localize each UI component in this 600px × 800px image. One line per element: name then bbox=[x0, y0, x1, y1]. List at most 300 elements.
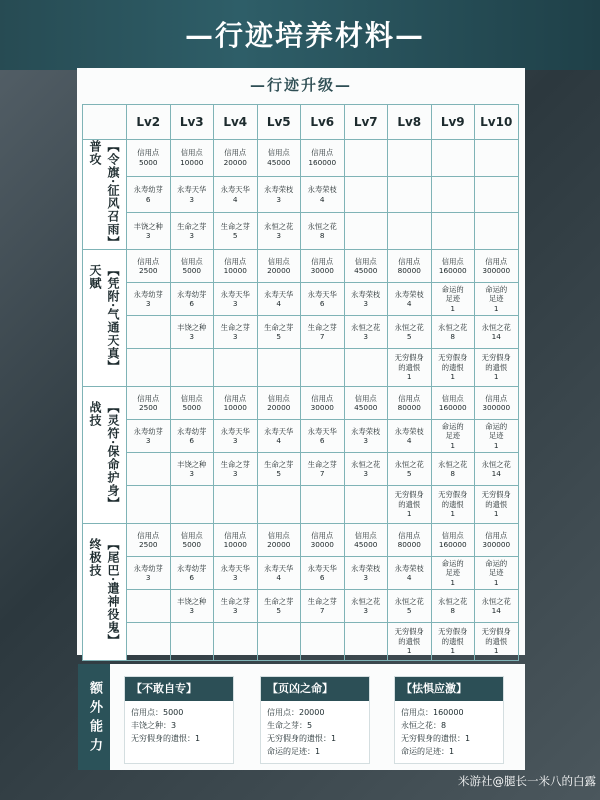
level-header: Lv7 bbox=[344, 105, 388, 140]
material-cell bbox=[431, 283, 475, 316]
material-text: 信用点 bbox=[354, 530, 377, 540]
extra-card-line: 信用点：20000 bbox=[267, 708, 325, 717]
table-row bbox=[83, 486, 519, 524]
material-text: 1 bbox=[406, 646, 412, 656]
material-cell bbox=[214, 486, 258, 524]
material-text: 3 bbox=[145, 436, 151, 446]
material-text: 1 bbox=[493, 577, 499, 587]
material-text: 永寿幼芽 bbox=[133, 185, 163, 195]
material-text: 信用点 bbox=[180, 256, 203, 266]
material-text: 14 bbox=[491, 469, 501, 479]
material-text: 永恒之花 bbox=[438, 596, 468, 606]
material-cell bbox=[344, 420, 388, 453]
material-cell bbox=[127, 453, 171, 486]
material-text: 信用点 bbox=[441, 530, 464, 540]
table-row bbox=[83, 316, 519, 349]
material-cell bbox=[127, 283, 171, 316]
level-header: Lv10 bbox=[475, 105, 519, 140]
material-text: 无穷假身 bbox=[438, 353, 468, 363]
material-cell bbox=[257, 387, 301, 420]
material-text: 6 bbox=[319, 299, 325, 309]
material-text: 5000 bbox=[182, 266, 202, 276]
material-text: 永寿幼芽 bbox=[177, 426, 207, 436]
table-row bbox=[83, 213, 519, 250]
material-cell bbox=[344, 387, 388, 420]
material-text: 5 bbox=[406, 332, 412, 342]
material-text: 1 bbox=[450, 646, 456, 656]
material-text: 永寿天华 bbox=[220, 289, 250, 299]
material-text: 3 bbox=[189, 332, 195, 342]
material-text: 信用点 bbox=[311, 256, 334, 266]
material-text: 4 bbox=[276, 299, 282, 309]
material-cell bbox=[170, 486, 214, 524]
material-text: 信用点 bbox=[267, 256, 290, 266]
material-text: 永恒之花 bbox=[394, 459, 424, 469]
material-text: 1 bbox=[450, 303, 456, 313]
material-text: 信用点 bbox=[485, 256, 508, 266]
material-text: 3 bbox=[363, 606, 369, 616]
material-text: 永恒之花 bbox=[307, 221, 337, 231]
material-text: 永寿幼芽 bbox=[133, 426, 163, 436]
material-text: 丰饶之种 bbox=[177, 322, 207, 332]
skill-name bbox=[83, 524, 127, 661]
material-cell bbox=[344, 486, 388, 524]
material-text: 3 bbox=[232, 606, 238, 616]
material-text: 永恒之花 bbox=[394, 596, 424, 606]
material-text: 生命之芽 bbox=[220, 459, 250, 469]
table-row bbox=[83, 283, 519, 316]
material-text: 信用点 bbox=[398, 530, 421, 540]
material-cell bbox=[344, 250, 388, 283]
material-text: 3 bbox=[189, 606, 195, 616]
material-cell bbox=[388, 453, 432, 486]
material-text: 生命之芽 bbox=[307, 596, 337, 606]
material-cell bbox=[127, 420, 171, 453]
material-text: 300000 bbox=[482, 266, 511, 276]
material-text: 足迹 bbox=[445, 431, 461, 441]
material-text: 30000 bbox=[310, 540, 334, 550]
material-text: 无穷假身 bbox=[438, 627, 468, 637]
table-row bbox=[83, 590, 519, 623]
material-text: 永寿天华 bbox=[220, 563, 250, 573]
material-text: 45000 bbox=[354, 540, 378, 550]
material-text: 3 bbox=[363, 436, 369, 446]
material-text: 足迹 bbox=[488, 294, 504, 304]
material-text: 7 bbox=[319, 332, 325, 342]
material-cell bbox=[214, 524, 258, 557]
material-cell bbox=[214, 316, 258, 349]
material-cell bbox=[257, 213, 301, 250]
material-cell bbox=[344, 213, 388, 250]
level-header: Lv4 bbox=[214, 105, 258, 140]
material-text: 80000 bbox=[397, 266, 421, 276]
material-cell bbox=[127, 623, 171, 661]
material-cell bbox=[170, 590, 214, 623]
material-text: 5000 bbox=[138, 157, 158, 167]
material-cell bbox=[431, 524, 475, 557]
material-cell bbox=[170, 453, 214, 486]
material-cell bbox=[257, 316, 301, 349]
material-text: 的遗恨 bbox=[441, 499, 464, 509]
material-text: 45000 bbox=[354, 266, 378, 276]
material-text: 5 bbox=[276, 469, 282, 479]
material-text: 信用点 bbox=[180, 530, 203, 540]
material-text: 160000 bbox=[438, 403, 467, 413]
material-cell bbox=[475, 316, 519, 349]
material-cell bbox=[475, 213, 519, 250]
material-text: 命运的 bbox=[485, 558, 508, 568]
material-cell bbox=[170, 524, 214, 557]
material-text: 永寿天华 bbox=[307, 563, 337, 573]
material-text: 的遗恨 bbox=[441, 636, 464, 646]
material-text: 丰饶之种 bbox=[133, 221, 163, 231]
material-cell bbox=[344, 349, 388, 387]
material-text: 3 bbox=[363, 332, 369, 342]
material-cell bbox=[301, 213, 345, 250]
level-header: Lv8 bbox=[388, 105, 432, 140]
level-header: Lv5 bbox=[257, 105, 301, 140]
material-text: 14 bbox=[491, 606, 501, 616]
material-cell bbox=[214, 453, 258, 486]
material-text: 160000 bbox=[438, 540, 467, 550]
table-corner bbox=[83, 105, 127, 140]
material-cell bbox=[431, 453, 475, 486]
material-text: 命运的 bbox=[441, 558, 464, 568]
material-text: 足迹 bbox=[445, 568, 461, 578]
material-text: 10000 bbox=[223, 266, 247, 276]
material-text: 8 bbox=[450, 469, 456, 479]
material-cell bbox=[475, 349, 519, 387]
level-header: Lv9 bbox=[431, 105, 475, 140]
material-text: 1 bbox=[450, 509, 456, 519]
material-cell bbox=[475, 453, 519, 486]
material-cell bbox=[257, 349, 301, 387]
skill-title: 【 令旗·征风召雨 】 bbox=[105, 140, 122, 249]
material-cell bbox=[388, 387, 432, 420]
material-text: 足迹 bbox=[488, 431, 504, 441]
material-cell bbox=[170, 316, 214, 349]
material-cell bbox=[475, 623, 519, 661]
material-cell bbox=[344, 316, 388, 349]
material-text: 永恒之花 bbox=[481, 322, 511, 332]
extra-card-line: 命运的足迹：1 bbox=[401, 747, 455, 756]
material-cell bbox=[475, 420, 519, 453]
material-cell bbox=[344, 140, 388, 177]
table-row bbox=[83, 349, 519, 387]
material-text: 5 bbox=[406, 469, 412, 479]
material-cell bbox=[301, 486, 345, 524]
material-text: 无穷假身 bbox=[481, 627, 511, 637]
material-cell bbox=[344, 283, 388, 316]
material-text: 的遗恨 bbox=[485, 636, 508, 646]
material-text: 无穷假身 bbox=[481, 353, 511, 363]
level-header: Lv2 bbox=[127, 105, 171, 140]
material-text: 30000 bbox=[310, 403, 334, 413]
material-text: 1 bbox=[493, 509, 499, 519]
material-text: 1 bbox=[493, 372, 499, 382]
material-text: 3 bbox=[189, 194, 195, 204]
material-text: 45000 bbox=[267, 157, 291, 167]
material-cell bbox=[170, 140, 214, 177]
material-cell bbox=[344, 557, 388, 590]
extra-ability-label: 额外能力 bbox=[78, 664, 110, 770]
material-text: 信用点 bbox=[398, 256, 421, 266]
material-cell bbox=[301, 283, 345, 316]
material-cell bbox=[257, 623, 301, 661]
material-text: 3 bbox=[232, 332, 238, 342]
material-text: 5 bbox=[232, 231, 238, 241]
material-text: 45000 bbox=[354, 403, 378, 413]
material-text: 3 bbox=[232, 299, 238, 309]
material-text: 80000 bbox=[397, 403, 421, 413]
material-cell bbox=[344, 524, 388, 557]
material-text: 信用点 bbox=[354, 256, 377, 266]
material-cell bbox=[214, 349, 258, 387]
material-cell bbox=[388, 590, 432, 623]
material-text: 信用点 bbox=[180, 148, 203, 158]
extra-card-line: 信用点：160000 bbox=[401, 708, 464, 717]
material-cell bbox=[344, 176, 388, 213]
material-text: 3 bbox=[232, 469, 238, 479]
material-cell bbox=[431, 420, 475, 453]
material-cell bbox=[301, 623, 345, 661]
material-text: 永寿幼芽 bbox=[177, 289, 207, 299]
material-text: 丰饶之种 bbox=[177, 459, 207, 469]
material-text: 8 bbox=[450, 332, 456, 342]
table-row bbox=[83, 557, 519, 590]
material-text: 命运的 bbox=[441, 421, 464, 431]
material-text: 3 bbox=[189, 469, 195, 479]
material-text: 命运的 bbox=[485, 421, 508, 431]
material-text: 永寿荣枝 bbox=[394, 426, 424, 436]
material-text: 的遗恨 bbox=[398, 636, 421, 646]
material-text: 信用点 bbox=[398, 393, 421, 403]
material-cell bbox=[475, 176, 519, 213]
material-cell bbox=[257, 486, 301, 524]
material-cell bbox=[170, 349, 214, 387]
table-row bbox=[83, 623, 519, 661]
extra-card-title: 【怯惧应激】 bbox=[395, 677, 503, 701]
material-text: 无穷假身 bbox=[394, 490, 424, 500]
material-text: 永寿荣枝 bbox=[351, 426, 381, 436]
material-cell bbox=[388, 250, 432, 283]
material-cell bbox=[475, 557, 519, 590]
material-text: 4 bbox=[319, 194, 325, 204]
material-cell bbox=[214, 590, 258, 623]
material-text: 10000 bbox=[223, 540, 247, 550]
material-cell bbox=[344, 623, 388, 661]
material-text: 生命之芽 bbox=[177, 221, 207, 231]
material-text: 永寿荣枝 bbox=[307, 185, 337, 195]
material-text: 20000 bbox=[267, 266, 291, 276]
material-cell bbox=[431, 557, 475, 590]
extra-card-1 bbox=[124, 676, 234, 764]
skill-title: 【 尾巴·遣神役鬼 】 bbox=[105, 538, 122, 647]
material-cell bbox=[214, 387, 258, 420]
material-text: 2500 bbox=[138, 403, 158, 413]
material-text: 3 bbox=[363, 573, 369, 583]
material-cell bbox=[170, 557, 214, 590]
material-text: 信用点 bbox=[267, 530, 290, 540]
material-text: 永恒之花 bbox=[438, 322, 468, 332]
material-cell bbox=[301, 349, 345, 387]
material-text: 生命之芽 bbox=[307, 459, 337, 469]
material-text: 信用点 bbox=[441, 256, 464, 266]
material-text: 永寿天华 bbox=[220, 185, 250, 195]
table-row bbox=[83, 453, 519, 486]
material-text: 永恒之花 bbox=[351, 459, 381, 469]
material-cell bbox=[388, 176, 432, 213]
skill-type: 终极技 bbox=[88, 537, 102, 577]
material-text: 5 bbox=[406, 606, 412, 616]
material-cell bbox=[388, 486, 432, 524]
material-text: 信用点 bbox=[354, 393, 377, 403]
material-text: 4 bbox=[276, 436, 282, 446]
material-text: 无穷假身 bbox=[481, 490, 511, 500]
skill-title: 【 灵符·保命护身 】 bbox=[105, 401, 122, 510]
material-cell bbox=[301, 524, 345, 557]
material-text: 5000 bbox=[182, 540, 202, 550]
material-text: 3 bbox=[276, 194, 282, 204]
material-text: 永寿天华 bbox=[177, 185, 207, 195]
material-cell bbox=[301, 387, 345, 420]
material-text: 永恒之花 bbox=[438, 459, 468, 469]
table-row bbox=[83, 176, 519, 213]
material-text: 命运的 bbox=[485, 284, 508, 294]
material-text: 3 bbox=[363, 299, 369, 309]
extra-card-line: 丰饶之种：3 bbox=[131, 721, 177, 730]
material-text: 永寿荣枝 bbox=[394, 289, 424, 299]
material-cell bbox=[214, 623, 258, 661]
material-text: 无穷假身 bbox=[394, 627, 424, 637]
material-text: 3 bbox=[232, 436, 238, 446]
material-text: 信用点 bbox=[311, 148, 334, 158]
material-text: 永寿幼芽 bbox=[133, 563, 163, 573]
material-text: 信用点 bbox=[267, 148, 290, 158]
material-text: 30000 bbox=[310, 266, 334, 276]
material-cell bbox=[344, 453, 388, 486]
material-text: 7 bbox=[319, 469, 325, 479]
material-text: 永寿天华 bbox=[220, 426, 250, 436]
skill-title: 【 凭附·气通天真 】 bbox=[105, 264, 122, 373]
material-cell bbox=[127, 387, 171, 420]
material-cell bbox=[431, 349, 475, 387]
material-text: 160000 bbox=[308, 157, 337, 167]
skill-type: 战技 bbox=[88, 400, 102, 427]
material-text: 1 bbox=[450, 372, 456, 382]
material-text: 6 bbox=[145, 194, 151, 204]
material-text: 永恒之花 bbox=[351, 596, 381, 606]
material-cell bbox=[431, 623, 475, 661]
material-cell bbox=[388, 557, 432, 590]
material-text: 信用点 bbox=[224, 393, 247, 403]
material-cell bbox=[257, 453, 301, 486]
material-text: 永寿天华 bbox=[264, 289, 294, 299]
material-text: 无穷假身 bbox=[438, 490, 468, 500]
material-cell bbox=[388, 316, 432, 349]
material-text: 永寿荣枝 bbox=[351, 289, 381, 299]
material-cell bbox=[257, 590, 301, 623]
material-cell bbox=[475, 387, 519, 420]
material-text: 永恒之花 bbox=[264, 221, 294, 231]
material-text: 生命之芽 bbox=[220, 322, 250, 332]
material-text: 20000 bbox=[267, 403, 291, 413]
material-text: 永寿幼芽 bbox=[177, 563, 207, 573]
material-text: 4 bbox=[276, 573, 282, 583]
material-cell bbox=[170, 420, 214, 453]
material-cell bbox=[388, 283, 432, 316]
material-text: 20000 bbox=[223, 157, 247, 167]
table-row bbox=[83, 420, 519, 453]
material-cell bbox=[127, 486, 171, 524]
source-credit: 米游社@腿长一米八的白露 bbox=[458, 774, 596, 788]
material-cell bbox=[431, 387, 475, 420]
extra-card-line: 无穷假身的遗恨：1 bbox=[401, 734, 471, 743]
skill-type: 天赋 bbox=[88, 263, 102, 290]
material-text: 丰饶之种 bbox=[177, 596, 207, 606]
trace-upgrade-table bbox=[82, 104, 519, 661]
material-text: 4 bbox=[406, 299, 412, 309]
material-text: 永恒之花 bbox=[481, 459, 511, 469]
material-cell bbox=[431, 250, 475, 283]
material-text: 的遗恨 bbox=[485, 499, 508, 509]
extra-card-2 bbox=[260, 676, 370, 764]
material-text: 信用点 bbox=[180, 393, 203, 403]
material-cell bbox=[301, 316, 345, 349]
material-text: 2500 bbox=[138, 540, 158, 550]
material-text: 5000 bbox=[182, 403, 202, 413]
material-cell bbox=[214, 283, 258, 316]
material-cell bbox=[170, 213, 214, 250]
material-cell bbox=[257, 176, 301, 213]
material-text: 5 bbox=[276, 332, 282, 342]
material-text: 6 bbox=[189, 436, 195, 446]
material-text: 10000 bbox=[180, 157, 204, 167]
material-text: 的遗恨 bbox=[441, 362, 464, 372]
material-text: 8 bbox=[450, 606, 456, 616]
material-cell bbox=[214, 176, 258, 213]
skill-name bbox=[83, 250, 127, 387]
material-cell bbox=[170, 623, 214, 661]
material-cell bbox=[170, 250, 214, 283]
material-text: 6 bbox=[319, 436, 325, 446]
material-cell bbox=[214, 213, 258, 250]
material-cell bbox=[475, 283, 519, 316]
material-cell bbox=[301, 453, 345, 486]
material-cell bbox=[301, 176, 345, 213]
material-cell bbox=[301, 140, 345, 177]
material-text: 信用点 bbox=[267, 393, 290, 403]
material-cell bbox=[431, 590, 475, 623]
material-cell bbox=[257, 524, 301, 557]
material-cell bbox=[127, 557, 171, 590]
material-text: 80000 bbox=[397, 540, 421, 550]
material-text: 的遗恨 bbox=[398, 362, 421, 372]
extra-card-line: 无穷假身的遗恨：1 bbox=[267, 734, 337, 743]
extra-card-title: 【不敢自专】 bbox=[125, 677, 233, 701]
extra-card-line: 无穷假身的遗恨：1 bbox=[131, 734, 201, 743]
material-cell bbox=[301, 420, 345, 453]
material-cell bbox=[257, 557, 301, 590]
material-text: 信用点 bbox=[224, 148, 247, 158]
material-text: 1 bbox=[406, 372, 412, 382]
material-cell bbox=[475, 524, 519, 557]
material-text: 永恒之花 bbox=[481, 596, 511, 606]
material-text: 1 bbox=[450, 440, 456, 450]
material-text: 20000 bbox=[267, 540, 291, 550]
material-cell bbox=[344, 590, 388, 623]
material-text: 生命之芽 bbox=[264, 322, 294, 332]
